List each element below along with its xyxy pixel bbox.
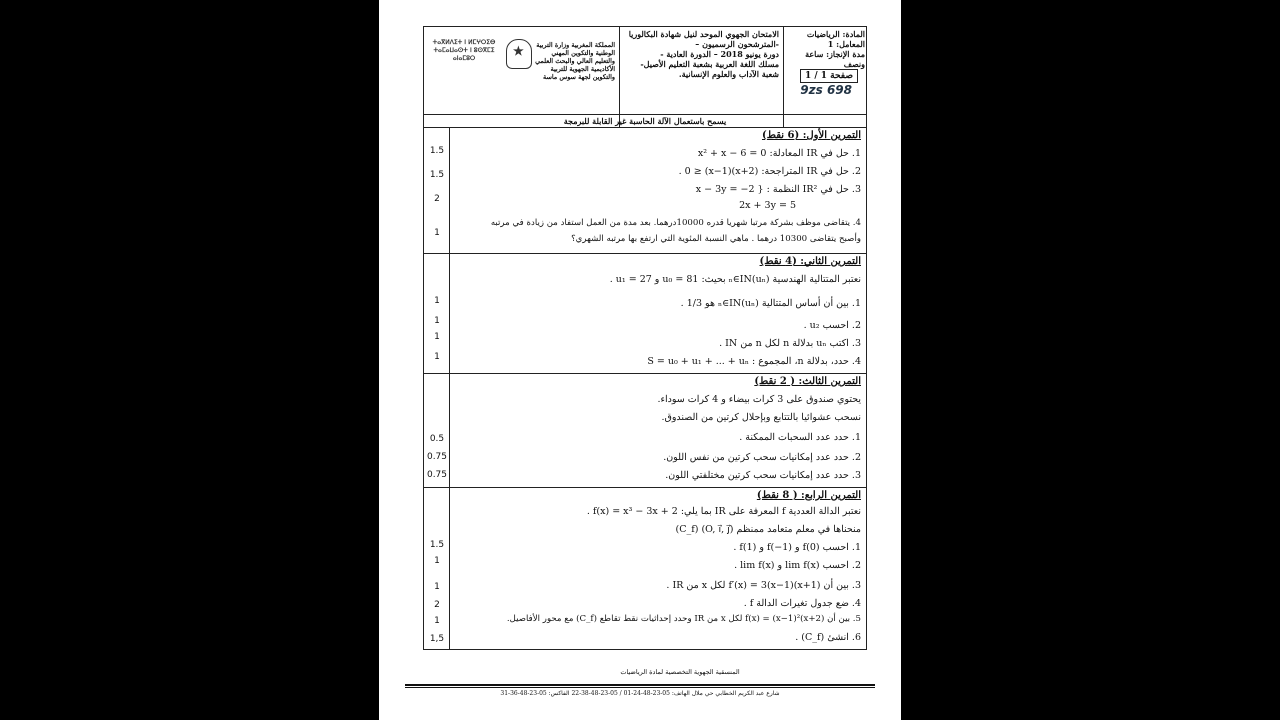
duration-label: مدة الإنجاز: ساعة ونصف	[805, 49, 865, 69]
question-2: 2. احسب u₂ .	[803, 320, 861, 331]
question-2: 2. حل في IR المتراجحة: (x+2)(x−1) ≤ 0 .	[678, 166, 861, 177]
exercise-title: التمرين الثالث: ( 2 نقط)	[754, 376, 861, 387]
points-value: 1	[434, 316, 440, 326]
royal-crest-icon	[506, 39, 532, 69]
exercise-intro-2: نسحب عشوائيا بالتتابع وبإحلال كرتين من الصندوق.	[661, 412, 861, 423]
points-value: 1.5	[429, 146, 445, 156]
amazigh-text: ⵜⴰⴳⵍⴷⵉⵜ ⵏ ⵍⵎⵖⵔⵉⴱ ⵜⴰⵎⴰⵡⴰⵙⵜ ⵏ ⵓⵙⴳⵎⵉ ⴰⵏⴰⵎⵓⵔ	[432, 39, 496, 62]
question-4: 4. ضع جدول تغيرات الدالة f .	[743, 598, 861, 609]
footer-address: شارع عبد الكريم الخطابي حي ملال الهاتف: 05-23-48-24-01 / 05-23-48-38-22 الفاكس: 05-23-48-36-31	[500, 690, 780, 697]
points-value: 2	[434, 194, 440, 204]
question-4-line-2: وأصبح يتقاضى 10300 درهما . ماهي النسبة المئوية التي ارتفع بها مرتبه الشهري؟	[571, 234, 861, 244]
question-3: 3. حدد عدد إمكانيات سحب كرتين مختلفتي اللون.	[665, 470, 861, 481]
exercise-body	[450, 254, 866, 373]
exercise-intro: يحتوي صندوق على 3 كرات بيضاء و 4 كرات سوداء.	[657, 394, 861, 405]
exam-session: دورة يونيو 2018 – الدورة العادية -	[660, 49, 779, 59]
question-3-line-2: 2x + 3y = 5	[739, 200, 796, 211]
exercise-2	[423, 254, 867, 374]
ministry-block	[424, 27, 620, 127]
points-value: 1	[434, 616, 440, 626]
points-value: 1.5	[429, 540, 445, 550]
question-2: 2. حدد عدد إمكانيات سحب كرتين من نفس اللون.	[663, 452, 861, 463]
points-value: 1	[434, 296, 440, 306]
question-1: 1. احسب f(0) و f(−1) و f(1) .	[733, 542, 861, 553]
exercise-3	[423, 374, 867, 488]
exercise-title: التمرين الرابع: ( 8 نقط)	[756, 490, 861, 501]
exam-title: الامتحان الجهوي الموحد لنيل شهادة البكالوريا	[628, 29, 779, 39]
points-column	[424, 488, 450, 649]
exercise-1	[423, 128, 867, 254]
question-1: 1. حل في IR المعادلة: x² + x − 6 = 0	[697, 148, 861, 159]
points-value: 0.5	[429, 434, 445, 444]
exam-page	[379, 0, 901, 720]
points-value: 1	[434, 556, 440, 566]
question-3: 3. حل في IR² النظمة : { x − 3y = −2	[695, 184, 861, 195]
points-value: 1	[434, 582, 440, 592]
question-4: 4. يتقاضى موظف بشركة مرتبا شهريا قدره 10000درهما. بعد مدة من العمل استفاد من زيادة في مرتبه	[490, 218, 861, 228]
question-1: 1. بين أن أساس المتتالية (uₙ)ₙ∈IN هو 1/3 .	[680, 298, 861, 309]
ministry-name: المملكة المغربية وزارة التربية الوطنية والتكوين المهني والتعليم العالي والبحث العلمي الأكاديمية الجهوية للتربية والتكوين لجهة سوس ماسة	[535, 41, 615, 81]
points-value: 1	[434, 352, 440, 362]
exam-branch: شعبة الآداب والعلوم الإنسانية.	[678, 69, 779, 79]
question-5: 5. بين أن f(x) = (x−1)²(x+2) لكل x من IR وحدد إحداثيات نقط تقاطع (C_f) مع محور الأفاصيل.	[506, 614, 861, 624]
question-6: 6. انشئ (C_f) .	[795, 632, 861, 643]
exercise-title: التمرين الأول: (6 نقط)	[761, 130, 861, 141]
page-number: صفحة 1 / 1	[800, 69, 858, 83]
points-value: 0.75	[426, 470, 448, 480]
exercise-intro-2: منحناها في معلم متعامد ممنظم (O, i⃗, j⃗) (C_f)	[675, 524, 861, 535]
exercise-4	[423, 488, 867, 650]
points-value: 1,5	[429, 634, 445, 644]
points-value: 1.5	[429, 170, 445, 180]
footer-divider	[405, 684, 875, 686]
points-value: 0.75	[426, 452, 448, 462]
exercise-intro: نعتبر الدالة العددية f المعرفة على IR بما يلي: f(x) = x³ − 3x + 2 .	[586, 506, 861, 517]
exercise-body	[450, 374, 866, 487]
exam-candidates: -المترشحون الرسميون –	[695, 39, 779, 49]
subject-block	[784, 27, 868, 127]
question-4: 4. حدد، بدلالة n، المجموع : S = u₀ + u₁ + ... + uₙ	[647, 356, 861, 367]
exam-track: مسلك اللغة العربية بشعبة التعليم الأصيل-	[640, 59, 779, 69]
points-column	[424, 128, 450, 253]
points-value: 2	[434, 600, 440, 610]
question-1: 1. حدد عدد السحبات الممكنة .	[739, 432, 861, 443]
footer-coordination: المنسقية الجهوية التخصصية لمادة الرياضيات	[620, 668, 740, 676]
question-2: 2. احسب lim f(x) و lim f(x) .	[734, 560, 861, 571]
exam-header	[423, 26, 867, 128]
footer-divider-thin	[405, 687, 875, 688]
points-value: 1	[434, 228, 440, 238]
question-3: 3. اكتب uₙ بدلالة n لكل n من IN .	[719, 338, 861, 349]
points-column	[424, 254, 450, 373]
exercise-title: التمرين الثاني: (4 نقط)	[759, 256, 861, 267]
exercise-body	[450, 128, 866, 253]
exam-info	[620, 27, 784, 127]
points-column	[424, 374, 450, 487]
coefficient-label: المعامل: 1	[827, 39, 865, 49]
points-value: 1	[434, 332, 440, 342]
subject-label: المادة: الرياضيات	[806, 29, 865, 39]
exercise-body	[450, 488, 866, 649]
handwritten-code: 9zs 698	[800, 83, 852, 97]
question-3: 3. بين أن f′(x) = 3(x−1)(x+1) لكل x من IR .	[666, 580, 861, 591]
calculator-note: يسمح باستعمال الآلة الحاسبة غير القابلة للبرمجة	[423, 114, 867, 128]
exercise-intro: نعتبر المتتالية الهندسية (uₙ)ₙ∈IN بحيث: u₀ = 81 و u₁ = 27 .	[609, 274, 861, 285]
